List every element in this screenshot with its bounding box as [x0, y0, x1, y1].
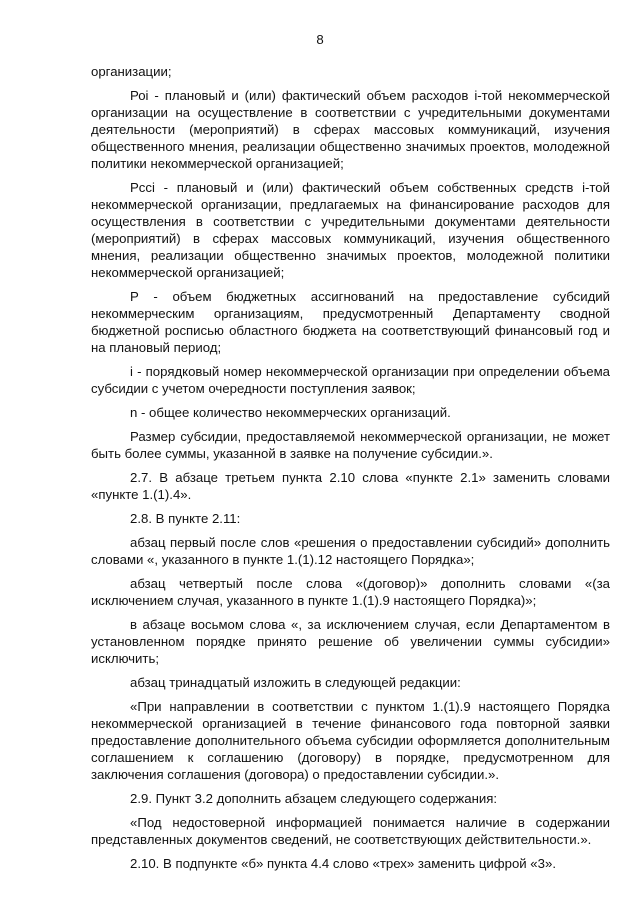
paragraph-item-2-7: 2.7. В абзаце третьем пункта 2.10 слова «пункте 2.1» заменить словами «пункте 1.(1).4».: [91, 470, 610, 502]
paragraph-item-2-9: 2.9. Пункт 3.2 дополнить абзацем следующего содержания:: [130, 791, 498, 806]
paragraph-unreliable-info: «Под недостоверной информацией понимается наличие в содержании представленных документов сведений, не соответствующих действительности.».: [91, 815, 610, 847]
paragraph-new-wording: «При направлении в соответствии с пунктом 1.(1).9 настоящего Порядка некоммерческой организацией в течение финансового года повторной заявки предоставление дополнительного объема субсидии оформляется дополнительным соглашением к соглашению (договору) в порядке, предусмотренном для заключения соглашения (договора) о предоставлении субсидии.».: [91, 699, 610, 782]
page-number: 8: [316, 32, 324, 47]
paragraph-subsidy-limit: Размер субсидии, предоставляемой некоммерческой организации, не может быть более суммы, указанной в заявке на получение субсидии.».: [91, 429, 610, 461]
paragraph-abzac-13: абзац тринадцатый изложить в следующей редакции:: [130, 675, 461, 690]
paragraph-abzac-4: абзац четвертый после слова «(договор)» дополнить словами «(за исключением случая, указанного в пункте 1.(1).9 настоящего Порядка)»;: [91, 576, 610, 608]
document-body: [91, 63, 610, 879]
paragraph-definition-poi: Роi - плановый и (или) фактический объем расходов i-той некоммерческой организации на осуществление в соответствии с учредительными документами деятельности (мероприятий) в сферах массовых коммуникаций, изучения общественного мнения, реализации общественно значимых проектов, молодежной политики некоммерческой организацией;: [91, 88, 610, 171]
paragraph-item-2-8: 2.8. В пункте 2.11:: [130, 511, 241, 526]
paragraph-definition-i: i - порядковый номер некоммерческой организации при определении объема субсидии с учетом очередности поступления заявок;: [91, 364, 610, 396]
paragraph-definition-pssi: Рссi - плановый и (или) фактический объем собственных средств i-той некоммерческой организации, предлагаемых на финансирование расходов для осуществления в соответствии с учредительными документами деятельности (мероприятий) в сферах массовых коммуникаций, изучения общественного мнения, реализации общественно значимых проектов, молодежной политики некоммерческой организацией;: [91, 180, 610, 280]
paragraph-definition-p: Р - объем бюджетных ассигнований на предоставление субсидий некоммерческим организациям, предусмотренный Департаменту сводной бюджетной росписью областного бюджета на соответствующий финансовый год и на плановый период;: [91, 289, 610, 355]
paragraph-item-2-10: 2.10. В подпункте «б» пункта 4.4 слово «трех» заменить цифрой «3».: [130, 856, 556, 871]
paragraph-abzac-1: абзац первый после слов «решения о предоставлении субсидий» дополнить словами «, указанного в пункте 1.(1).12 настоящего Порядка»;: [91, 535, 610, 567]
paragraph-definition-n: n - общее количество некоммерческих организаций.: [130, 405, 451, 420]
paragraph-abzac-8: в абзаце восьмом слова «, за исключением случая, если Департаментом в установленном порядке принято решение об увеличении суммы субсидии» исключить;: [91, 617, 610, 666]
paragraph-continuation: организации;: [91, 64, 172, 79]
